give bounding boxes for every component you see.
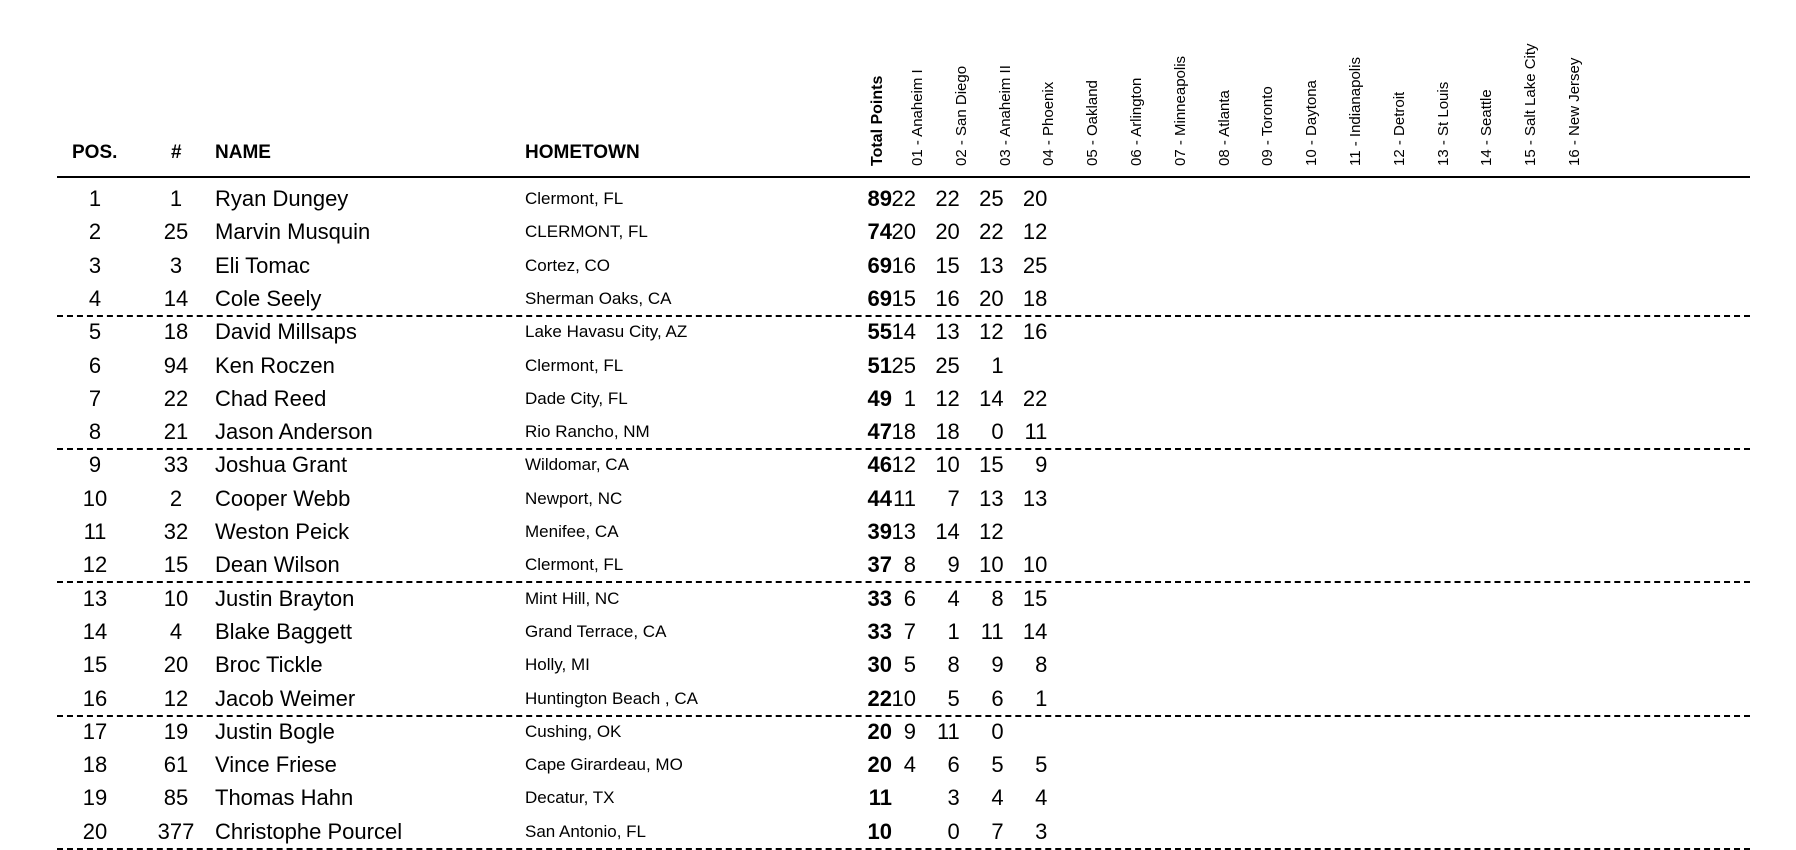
table-row xyxy=(57,382,1750,415)
hometown-cell: Mint Hill, NC xyxy=(525,588,620,608)
race-points-cell: 20 xyxy=(1022,186,1048,211)
hometown-cell: Clermont, FL xyxy=(525,555,624,575)
header-race-9: 09 - Toronto xyxy=(1259,86,1277,166)
total-points-cell: 30 xyxy=(867,652,892,678)
table-row xyxy=(57,182,1750,215)
position-cell: 2 xyxy=(88,219,102,245)
header-race-1: 01 - Anaheim I xyxy=(909,69,926,166)
hometown-cell: Cushing, OK xyxy=(525,721,622,741)
race-points-cell: 8 xyxy=(903,552,916,578)
table-row xyxy=(57,315,1750,348)
hometown-cell: Clermont, FL xyxy=(525,189,624,208)
rider-number-cell: 377 xyxy=(157,818,195,844)
race-points-cell: 13 xyxy=(891,519,916,544)
table-row xyxy=(57,448,1750,481)
table-row xyxy=(57,249,1750,282)
rider-number-cell: 21 xyxy=(163,419,189,445)
position-cell: 13 xyxy=(82,585,108,611)
race-points-cell: 7 xyxy=(947,485,960,511)
hometown-cell: Cortez, CO xyxy=(525,255,611,275)
race-points-cell: 15 xyxy=(1022,585,1048,611)
total-points-cell: 20 xyxy=(867,752,892,778)
position-cell: 9 xyxy=(88,452,102,478)
position-cell: 18 xyxy=(82,752,108,778)
race-points-cell: 25 xyxy=(1022,252,1048,278)
header-race-13: 13 - St Louis xyxy=(1434,81,1452,166)
hometown-cell: San Antonio, FL xyxy=(525,821,646,841)
position-cell: 7 xyxy=(88,385,102,411)
table-row xyxy=(57,582,1750,615)
race-points-cell: 8 xyxy=(1035,652,1048,678)
total-points-cell: 22 xyxy=(867,685,892,711)
race-points-cell: 22 xyxy=(1022,385,1048,411)
header-pos: POS. xyxy=(72,142,118,163)
race-points-cell: 14 xyxy=(979,385,1004,411)
position-cell: 17 xyxy=(82,718,108,744)
total-points-cell: 33 xyxy=(867,585,892,611)
rider-number-cell: 20 xyxy=(163,652,189,678)
race-points-cell: 15 xyxy=(979,452,1004,478)
race-points-cell: 16 xyxy=(935,285,960,311)
race-points-cell: 13 xyxy=(979,485,1004,511)
race-points-cell: 6 xyxy=(947,752,960,778)
table-row xyxy=(57,648,1750,681)
race-points-cell: 1 xyxy=(903,385,916,411)
table-row xyxy=(57,715,1750,748)
position-cell: 20 xyxy=(82,818,108,844)
rider-number-cell: 15 xyxy=(163,552,189,578)
hometown-cell: Menifee, CA xyxy=(525,522,619,541)
total-points-cell: 20 xyxy=(867,718,892,744)
race-points-cell: 15 xyxy=(891,285,916,311)
total-points-cell: 51 xyxy=(867,352,892,378)
hometown-cell: Holly, MI xyxy=(525,655,590,675)
rider-number-cell: 3 xyxy=(169,252,183,278)
race-points-cell: 14 xyxy=(891,319,916,345)
header-race-3: 03 - Anaheim II xyxy=(996,65,1014,166)
header-race-2: 02 - San Diego xyxy=(952,65,970,166)
table-row xyxy=(57,615,1750,648)
header-race-11: 11 - Indianapolis xyxy=(1347,57,1364,166)
race-points-cell: 9 xyxy=(991,652,1004,678)
header-total-points: Total Points xyxy=(869,75,886,166)
position-cell: 12 xyxy=(82,552,108,578)
race-points-cell: 12 xyxy=(979,519,1004,544)
total-points-cell: 37 xyxy=(867,552,892,578)
race-points-cell: 25 xyxy=(891,352,916,378)
header-race-8: 08 - Atlanta xyxy=(1215,90,1233,166)
hometown-cell: Cape Girardeau, MO xyxy=(525,755,683,775)
race-points-cell: 13 xyxy=(979,252,1004,278)
rider-name-cell: Cole Seely xyxy=(215,285,322,311)
race-points-cell: 9 xyxy=(1035,452,1048,478)
rider-name-cell: Chad Reed xyxy=(215,385,327,411)
race-points-cell: 4 xyxy=(1035,785,1048,811)
race-points-cell: 10 xyxy=(935,452,960,478)
total-points-cell: 44 xyxy=(867,485,892,511)
table-row xyxy=(57,482,1750,515)
race-points-cell: 4 xyxy=(991,785,1004,811)
header-race-10: 10 - Daytona xyxy=(1303,80,1321,166)
hometown-cell: Huntington Beach , CA xyxy=(525,688,698,708)
hometown-cell: Newport, NC xyxy=(525,488,623,508)
race-points-cell: 10 xyxy=(979,552,1004,578)
position-cell: 10 xyxy=(82,485,108,511)
position-cell: 15 xyxy=(82,652,108,678)
position-cell: 3 xyxy=(88,252,102,278)
race-points-cell: 22 xyxy=(935,186,960,211)
table-row xyxy=(57,282,1750,317)
total-points-cell: 74 xyxy=(867,219,892,245)
position-cell: 14 xyxy=(82,618,108,644)
hometown-cell: Rio Rancho, NM xyxy=(525,422,650,442)
rider-name-cell: Jason Anderson xyxy=(215,419,373,445)
rider-number-cell: 85 xyxy=(163,785,189,811)
table-row xyxy=(57,415,1750,450)
header-race-6: 06 - Arlington xyxy=(1128,77,1145,166)
header-name: NAME xyxy=(215,142,271,163)
race-points-cell: 11 xyxy=(980,618,1004,644)
rider-name-cell: Ken Roczen xyxy=(215,352,335,378)
race-points-cell: 11 xyxy=(936,718,960,744)
rider-name-cell: Justin Brayton xyxy=(215,585,355,611)
rider-name-cell: Cooper Webb xyxy=(215,485,351,511)
rider-number-cell: 10 xyxy=(163,585,189,611)
race-points-cell: 20 xyxy=(891,219,916,245)
race-points-cell: 25 xyxy=(979,186,1004,211)
table-row xyxy=(57,349,1750,382)
race-points-cell: 0 xyxy=(991,419,1004,445)
race-points-cell: 13 xyxy=(1022,485,1048,511)
total-points-cell: 69 xyxy=(867,285,892,311)
race-points-cell: 5 xyxy=(903,652,916,678)
race-points-cell: 18 xyxy=(935,419,960,445)
rider-number-cell: 32 xyxy=(163,519,189,544)
race-points-cell: 22 xyxy=(891,186,916,211)
rider-name-cell: Ryan Dungey xyxy=(215,186,349,211)
race-points-cell: 12 xyxy=(979,319,1004,345)
rider-number-cell: 94 xyxy=(163,352,189,378)
race-points-cell: 10 xyxy=(891,685,916,711)
race-points-cell: 4 xyxy=(947,585,960,611)
race-points-cell: 16 xyxy=(891,252,916,278)
position-cell: 6 xyxy=(88,352,102,378)
total-points-cell: 33 xyxy=(867,618,892,644)
rider-name-cell: Broc Tickle xyxy=(215,652,323,678)
total-points-cell: 11 xyxy=(868,785,892,811)
rider-name-cell: Thomas Hahn xyxy=(215,785,354,811)
hometown-cell: Decatur, TX xyxy=(525,788,615,808)
rider-name-cell: Dean Wilson xyxy=(215,552,340,578)
race-points-cell: 14 xyxy=(1022,618,1048,644)
race-points-cell: 20 xyxy=(935,219,960,245)
race-points-cell: 11 xyxy=(1024,419,1048,445)
rider-number-cell: 25 xyxy=(163,219,189,245)
hometown-cell: Grand Terrace, CA xyxy=(525,621,667,641)
race-points-cell: 5 xyxy=(991,752,1004,778)
race-points-cell: 5 xyxy=(1035,752,1048,778)
race-points-cell: 3 xyxy=(1035,818,1048,844)
hometown-cell: Lake Havasu City, AZ xyxy=(525,322,688,342)
header-number: # xyxy=(171,142,182,163)
table-row xyxy=(57,748,1750,781)
rider-number-cell: 2 xyxy=(169,485,183,511)
rider-number-cell: 14 xyxy=(163,285,189,311)
hometown-cell: Wildomar, CA xyxy=(525,455,629,475)
race-points-cell: 6 xyxy=(991,685,1004,711)
race-points-cell: 7 xyxy=(903,618,916,644)
table-row xyxy=(57,815,1750,850)
rider-number-cell: 61 xyxy=(163,752,189,778)
table-row xyxy=(57,781,1750,814)
position-cell: 16 xyxy=(82,685,108,711)
rider-name-cell: Eli Tomac xyxy=(215,252,310,278)
race-points-cell: 5 xyxy=(947,685,960,711)
rider-number-cell: 19 xyxy=(163,718,189,744)
race-points-cell: 16 xyxy=(1022,319,1048,345)
race-points-cell: 9 xyxy=(903,718,916,744)
race-points-cell: 12 xyxy=(891,452,916,478)
header-race-15: 15 - Salt Lake City xyxy=(1522,43,1540,166)
position-cell: 4 xyxy=(88,285,102,311)
hometown-cell: Sherman Oaks, CA xyxy=(525,288,672,308)
rider-name-cell: Justin Bogle xyxy=(215,718,335,744)
position-cell: 5 xyxy=(88,319,102,345)
position-cell: 19 xyxy=(82,785,108,811)
race-points-cell: 12 xyxy=(1022,219,1048,245)
race-points-cell: 3 xyxy=(947,785,960,811)
rider-name-cell: Weston Peick xyxy=(215,519,350,544)
total-points-cell: 10 xyxy=(867,818,892,844)
hometown-cell: Dade City, FL xyxy=(525,388,628,408)
position-cell: 8 xyxy=(88,419,102,445)
rider-number-cell: 18 xyxy=(163,319,189,345)
race-points-cell: 11 xyxy=(893,485,916,511)
race-points-cell: 22 xyxy=(979,219,1004,245)
total-points-cell: 39 xyxy=(867,519,892,544)
header-race-7: 07 - Minneapolis xyxy=(1171,55,1189,166)
rider-name-cell: David Millsaps xyxy=(215,319,357,345)
race-points-cell: 7 xyxy=(991,818,1004,844)
header-hometown: HOMETOWN xyxy=(525,142,640,163)
race-points-cell: 10 xyxy=(1022,552,1048,578)
total-points-cell: 69 xyxy=(867,252,892,278)
header-race-14: 14 - Seattle xyxy=(1478,89,1496,166)
rider-number-cell: 4 xyxy=(169,618,183,644)
rider-name-cell: Joshua Grant xyxy=(215,452,348,478)
race-points-cell: 0 xyxy=(991,718,1004,744)
table-row xyxy=(57,515,1750,548)
race-points-cell: 18 xyxy=(891,419,916,445)
race-points-cell: 4 xyxy=(903,752,916,778)
rider-name-cell: Christophe Pourcel xyxy=(215,818,403,844)
header-race-4: 04 - Phoenix xyxy=(1040,81,1058,166)
race-points-cell: 20 xyxy=(979,285,1004,311)
total-points-cell: 47 xyxy=(867,419,892,445)
race-points-cell: 14 xyxy=(935,519,960,544)
race-points-cell: 9 xyxy=(947,552,960,578)
total-points-cell: 49 xyxy=(867,385,892,411)
race-points-cell: 0 xyxy=(947,818,960,844)
race-points-cell: 1 xyxy=(1035,685,1048,711)
header-rule xyxy=(57,176,1750,178)
rider-number-cell: 12 xyxy=(163,685,189,711)
position-cell: 1 xyxy=(88,186,102,211)
race-points-cell: 18 xyxy=(1022,285,1048,311)
header-race-12: 12 - Detroit xyxy=(1390,91,1408,166)
table-row xyxy=(57,215,1750,248)
position-cell: 11 xyxy=(83,519,107,544)
race-points-cell: 6 xyxy=(903,585,916,611)
race-points-cell: 8 xyxy=(991,585,1004,611)
total-points-cell: 55 xyxy=(867,319,892,345)
rider-name-cell: Vince Friese xyxy=(215,752,337,778)
rider-number-cell: 33 xyxy=(163,452,189,478)
rider-name-cell: Jacob Weimer xyxy=(215,685,356,711)
hometown-cell: Clermont, FL xyxy=(525,355,624,375)
total-points-cell: 89 xyxy=(867,186,892,211)
header-race-5: 05 - Oakland xyxy=(1084,80,1102,166)
rider-number-cell: 22 xyxy=(163,385,189,411)
rider-number-cell: 1 xyxy=(169,186,183,211)
race-points-cell: 8 xyxy=(947,652,960,678)
race-points-cell: 13 xyxy=(935,319,960,345)
race-points-cell: 1 xyxy=(991,352,1004,378)
total-points-cell: 46 xyxy=(867,452,892,478)
hometown-cell: CLERMONT, FL xyxy=(525,222,648,242)
rider-name-cell: Marvin Musquin xyxy=(215,219,371,245)
table-row xyxy=(57,682,1750,717)
race-points-cell: 25 xyxy=(935,352,960,378)
header-race-16: 16 - New Jersey xyxy=(1566,57,1583,166)
race-points-cell: 1 xyxy=(947,618,960,644)
rider-name-cell: Blake Baggett xyxy=(215,618,352,644)
table-row xyxy=(57,548,1750,583)
race-points-cell: 15 xyxy=(935,252,960,278)
race-points-cell: 12 xyxy=(935,385,960,411)
